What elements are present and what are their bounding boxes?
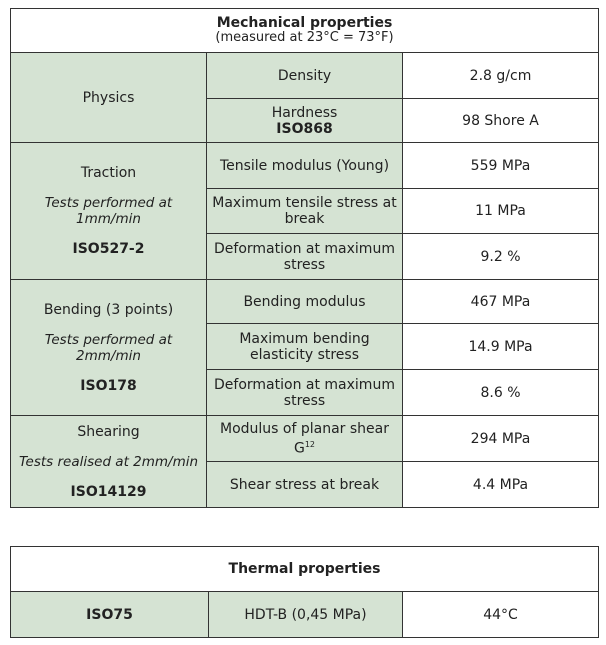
- property-standard: ISO868: [276, 120, 333, 137]
- group-standard: ISO178: [80, 377, 137, 394]
- thermal-value-hdt: 44°C: [403, 592, 599, 638]
- group-physics: [11, 53, 207, 143]
- property-max-bending-stress: Maximum bending elasticity stress: [207, 324, 403, 370]
- mechanical-title: Mechanical properties: [216, 15, 393, 31]
- thermal-properties-table: [10, 546, 599, 638]
- group-condition: Tests realised at 2mm/min: [18, 453, 199, 470]
- property-max-tensile-stress: Maximum tensile stress at break: [207, 189, 403, 234]
- property-bending-modulus: Bending modulus: [207, 280, 403, 324]
- property-planar-shear-modulus: [207, 416, 403, 462]
- group-standard: ISO527-2: [72, 241, 145, 257]
- thermal-standard: ISO75: [11, 592, 209, 638]
- mechanical-title-cell: [11, 9, 599, 53]
- thermal-property-hdt: HDT-B (0,45 MPa): [209, 592, 403, 638]
- group-bending: [11, 280, 207, 416]
- value-deformation-bending: 8.6 %: [403, 370, 599, 416]
- value-max-bending-stress: 14.9 MPa: [403, 324, 599, 370]
- group-standard: ISO14129: [70, 483, 147, 500]
- group-shearing: [11, 416, 207, 508]
- property-hardness: [207, 99, 403, 143]
- property-label: Modulus of planar shear G: [220, 420, 389, 457]
- value-max-tensile-stress: 11 MPa: [403, 189, 599, 234]
- value-bending-modulus: 467 MPa: [403, 280, 599, 324]
- group-traction: [11, 143, 207, 280]
- group-condition: Tests performed at 2mm/min: [44, 331, 173, 364]
- value-shear-stress-break: 4.4 MPa: [403, 462, 599, 508]
- mechanical-properties-table: [10, 8, 599, 508]
- group-name: Shearing: [77, 423, 140, 440]
- property-tensile-modulus: Tensile modulus (Young): [207, 143, 403, 189]
- value-density: 2.8 g/cm: [403, 53, 599, 99]
- property-deformation-traction: Deformation at maximum stress: [207, 234, 403, 280]
- mechanical-subtitle: (measured at 23°C = 73°F): [215, 30, 394, 45]
- value-deformation-traction: 9.2 %: [403, 234, 599, 280]
- property-density: Density: [207, 53, 403, 99]
- property-superscript: 12: [304, 439, 316, 449]
- group-name: Bending (3 points): [43, 301, 174, 318]
- property-deformation-bending: Deformation at maximum stress: [207, 370, 403, 416]
- property-shear-stress-break: Shear stress at break: [207, 462, 403, 508]
- property-label: Hardness: [271, 104, 338, 121]
- group-name: Physics: [82, 89, 135, 106]
- value-planar-shear-modulus: 294 MPa: [403, 416, 599, 462]
- group-name: Traction: [80, 165, 137, 181]
- value-tensile-modulus: 559 MPa: [403, 143, 599, 189]
- group-condition: Tests performed at 1mm/min: [44, 195, 173, 227]
- thermal-title: Thermal properties: [11, 547, 599, 592]
- value-hardness: 98 Shore A: [403, 99, 599, 143]
